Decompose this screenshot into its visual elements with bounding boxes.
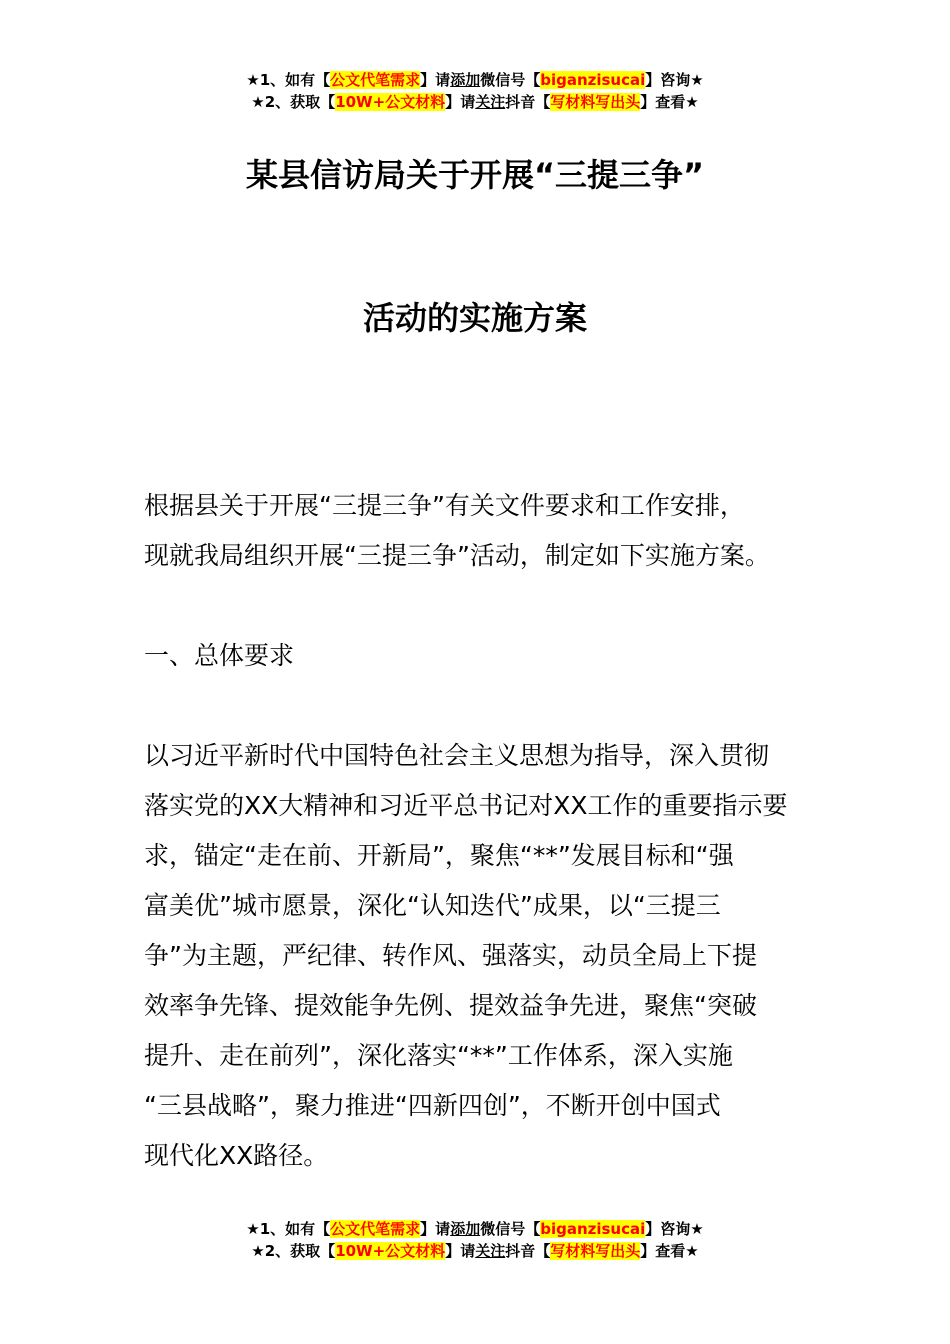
paragraph-line: 富美优”城市愿景，深化“认知迭代”成果，以“三提三 [144,891,721,920]
paragraph-line: 效率争先锋、提效能争先例、提效益争先进，聚焦“突破 [144,991,757,1020]
paragraph-line: 以习近平新时代中国特色社会主义思想为指导，深入贯彻 [144,741,770,770]
promo-line-1: ★1、如有【公文代笔需求】请添加微信号【biganzisucai】咨询★ [246,1220,704,1238]
promo-banner-bottom [0,1218,950,1262]
promo-wechat-id: biganzisucai [540,1220,646,1238]
promo-banner-top [0,69,950,113]
promo-highlight: 公文代笔需求 [330,1220,421,1238]
promo-line-1: ★1、如有【公文代笔需求】请添加微信号【biganzisucai】咨询★ [246,71,704,89]
promo-highlight: 10W+公文材料 [335,1242,446,1260]
paragraph-line: 提升、走在前列”，深化落实“**”工作体系，深入实施 [144,1041,733,1070]
document-title-line-2: 活动的实施方案 [362,299,587,337]
promo-douyin-id: 写材料写出头 [550,1242,641,1260]
intro-paragraph [144,481,809,581]
promo-highlight: 10W+公文材料 [335,93,446,111]
paragraph-line: 现代化XX路径。 [144,1141,329,1170]
intro-line: 根据县关于开展“三提三争”有关文件要求和工作安排， [144,491,745,520]
section-heading: 一、总体要求 [144,641,295,670]
promo-wechat-id: biganzisucai [540,71,646,89]
paragraph-line: 争”为主题，严纪律、转作风、强落实，动员全局上下提 [144,941,757,970]
document-title-line-1: 某县信访局关于开展“三提三争” [245,156,705,194]
promo-douyin-id: 写材料写出头 [550,93,641,111]
intro-line: 现就我局组织开展“三提三争”活动，制定如下实施方案。 [144,541,770,570]
section-paragraph [144,731,809,1181]
paragraph-line: “三县战略”，聚力推进“四新四创”，不断开创中国式 [144,1091,721,1120]
paragraph-line: 落实党的XX大精神和习近平总书记对XX工作的重要指示要 [144,791,788,820]
promo-line-2: ★2、获取【10W+公文材料】请关注抖音【写材料写出头】查看★ [251,1242,699,1260]
paragraph-line: 求，锚定“走在前、开新局”，聚焦“**”发展目标和“强 [144,841,734,870]
promo-line-2: ★2、获取【10W+公文材料】请关注抖音【写材料写出头】查看★ [251,93,699,111]
promo-highlight: 公文代笔需求 [330,71,421,89]
